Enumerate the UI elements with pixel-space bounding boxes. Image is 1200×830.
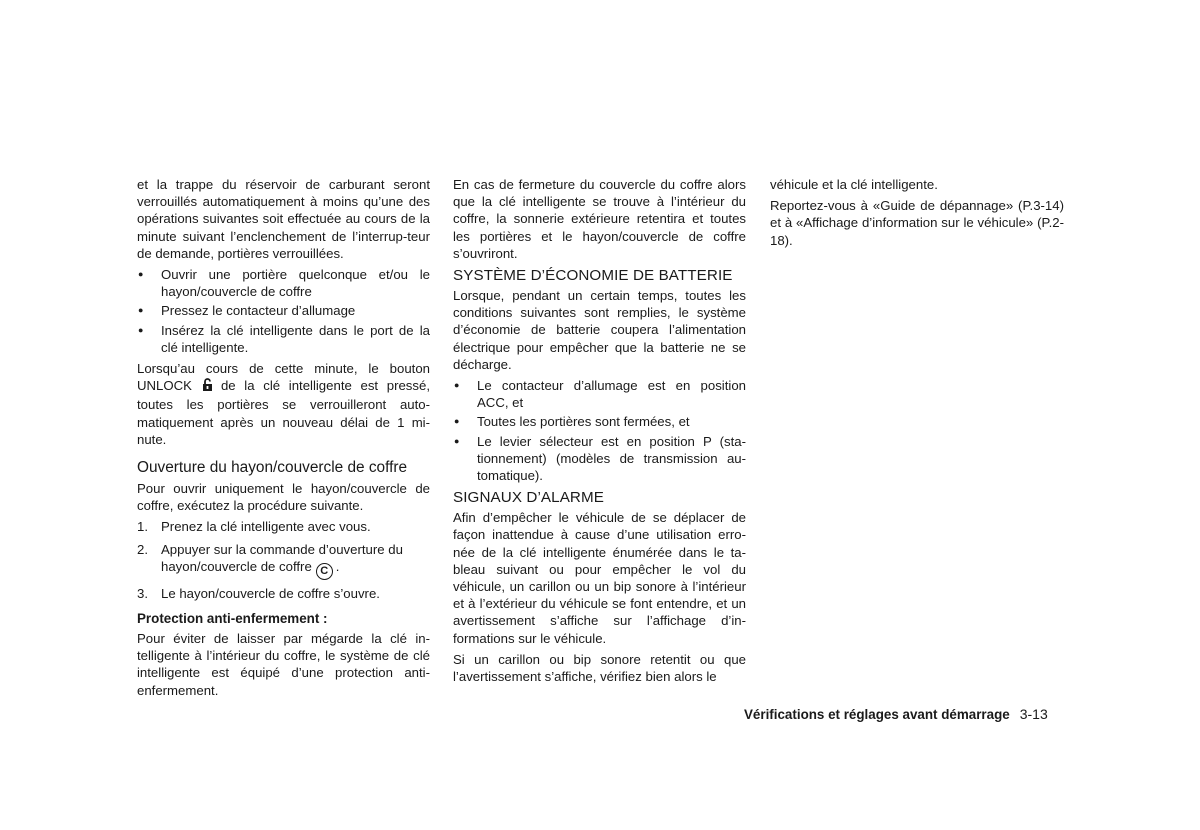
section-heading: SYSTÈME D’ÉCONOMIE DE BATTERIE <box>453 267 733 285</box>
subheading: Ouverture du hayon/couvercle de coffre <box>137 459 408 477</box>
bullet-list <box>453 377 746 484</box>
paragraph: Pour éviter de laisser par mégarde la clé in-telligente à l’intérieur du coffre, le système de clé intelligente est équipé d’une protection anti-enfermement. <box>137 631 430 698</box>
step-text: Appuyer sur la commande d’ouverture du hayon/couvercle de coffre <box>161 541 403 574</box>
list-item: ● Le levier sélecteur est en position P (sta-tionnement) (modèles de transmission au-tomatique). <box>453 433 746 485</box>
list-item <box>137 585 430 602</box>
unlock-icon <box>202 378 213 396</box>
column-middle <box>453 176 746 689</box>
step-text: Le hayon/couvercle de coffre s’ouvre. <box>161 585 380 601</box>
step-number: 2. <box>137 541 148 557</box>
list-item: ● Pressez le contacteur d’allumage <box>137 302 430 319</box>
paragraph: Pour ouvrir uniquement le hayon/couvercle de coffre, exécutez la procédure suivante. <box>137 481 430 514</box>
step-text-end: . <box>335 558 340 574</box>
list-item: ● Toutes les portières sont fermées, et <box>453 413 746 430</box>
trunk-open-icon: C <box>316 563 333 580</box>
bold-heading: Protection anti-enfermement : <box>137 611 328 627</box>
list-item <box>137 518 430 535</box>
step-number: 1. <box>137 519 148 535</box>
step-number: 3. <box>137 585 148 601</box>
paragraph: Reportez-vous à «Guide de dépannage» (P.3-14) et à «Affichage d’information sur le véhicule» (P.2-18). <box>770 198 1064 248</box>
page-footer <box>744 706 1048 722</box>
paragraph-text: de la clé intelligente est pressé, toutes les portières se verrouilleront auto-matiquement après un nouveau délai de 1 mi-nute. <box>137 378 430 447</box>
section-heading: SIGNAUX D’ALARME <box>453 489 604 507</box>
paragraph: véhicule et la clé intelligente. <box>770 177 938 192</box>
paragraph: Lorsque, pendant un certain temps, toutes les conditions suivantes sont remplies, le système d’économie de batterie coupera l’alimentation électrique pour empêcher que la batterie ne se décharge. <box>453 288 746 372</box>
paragraph-unlock <box>137 360 430 448</box>
paragraph: Afin d’empêcher le véhicule de se déplacer de façon inattendue à cause d’une utilisation erro-née de la clé intelligente énumérée dans le ta-bleau suivant ou pour empêcher le vol du véhicule, un carillon ou un bip sonore à l’intérieur et à l’extérieur du véhicule se font entendre, et un avertissement s’affiche sur l’affichage d’in-formations sur le véhicule. <box>453 510 746 646</box>
paragraph-text: Lorsqu’au cours de cette minute, le bouton UNLOCK <box>137 361 430 394</box>
list-item: ● Le contacteur d’allumage est en position ACC, et <box>453 377 746 411</box>
column-left <box>137 176 430 703</box>
page-number: 3-13 <box>1019 706 1048 722</box>
column-right <box>770 176 1064 253</box>
step-text: Prenez la clé intelligente avec vous. <box>161 519 371 535</box>
list-item: ● Ouvrir une portière quelconque et/ou le hayon/couvercle de coffre <box>137 266 430 300</box>
paragraph: Si un carillon ou bip sonore retentit ou que l’avertissement s’affiche, vérifiez bien alors le <box>453 651 746 685</box>
numbered-list <box>137 518 430 602</box>
list-item <box>137 541 430 580</box>
footer-section-title: Vérifications et réglages avant démarrage <box>744 707 1010 722</box>
list-item: ● Insérez la clé intelligente dans le port de la clé intelligente. <box>137 322 430 356</box>
bullet-list <box>137 266 430 356</box>
paragraph: et la trappe du réservoir de carburant seront verrouillés automatiquement à moins qu’une des opérations suivantes soit effectuée au cours de la minute suivant l’enclenchement de l’interrup-teur de demande, portières verrouillées. <box>137 177 430 261</box>
paragraph: En cas de fermeture du couvercle du coffre alors que la clé intelligente se trouve à l’intérieur du coffre, la sonnerie extérieure retentira et toutes les portières et le hayon/couvercle de coffre s’ouvriront. <box>453 177 746 261</box>
